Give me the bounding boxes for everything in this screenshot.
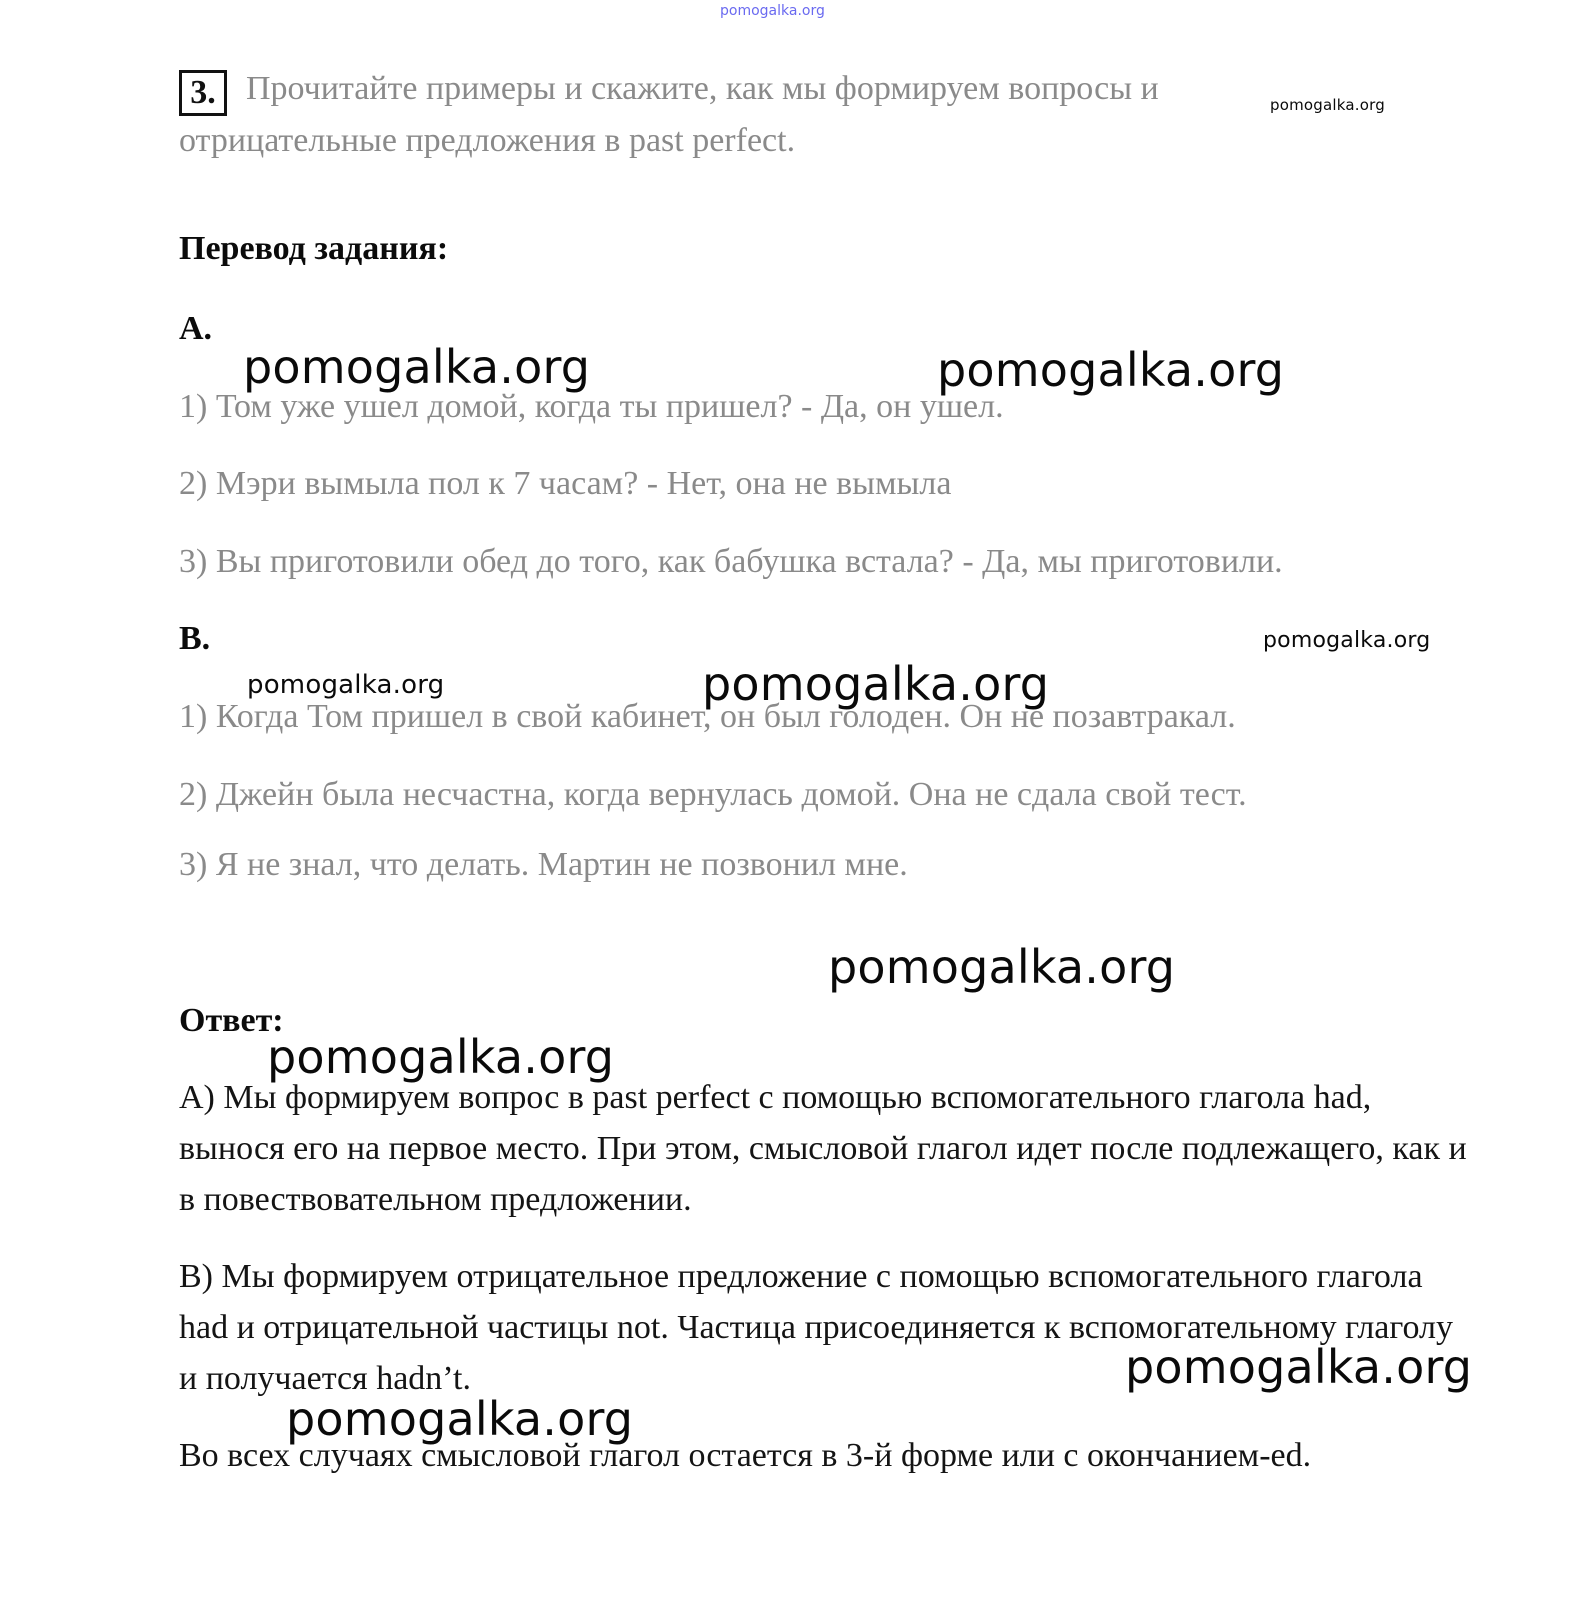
answer-paragraph-a: A) Мы формируем вопрос в past perfect с помощью вспомогательного глагола had, вынося его на первое место. При этом, смысловой глагол идет после подлежащего, как и в повествовательном предложении. [179, 1079, 1467, 1218]
answer-paragraph-c: Во всех случаях смысловой глагол остается в 3-й форме или с окончанием-ed. [179, 1437, 1312, 1474]
task-prompt-line2: отрицательные предложения в past perfect. [179, 122, 796, 159]
section-a-label: A. [179, 310, 213, 347]
watermark-large-7: pomogalka.org [286, 1392, 634, 1446]
watermark-large-2: pomogalka.org [937, 343, 1285, 397]
section-b-item-2: 2) Джейн была несчастна, когда вернулась домой. Она не сдала свой тест. [179, 776, 1247, 813]
section-b-item-1: 1) Когда Том пришел в свой кабинет, он был голоден. Он не позавтракал. [179, 698, 1236, 735]
watermark-large-3: pomogalka.org [702, 657, 1050, 711]
watermark-large-1: pomogalka.org [243, 340, 591, 394]
task-number: 3. [179, 70, 227, 116]
watermark-large-6: pomogalka.org [1125, 1340, 1473, 1394]
answer-heading: Ответ: [179, 1002, 284, 1039]
section-a-item-1: 1) Том уже ушел домой, когда ты пришел? - Да, он ушел. [179, 388, 1004, 425]
answer-paragraph-b: B) Мы формируем отрицательное предложение с помощью вспомогательного глагола had и отрицательной частицы not. Частица присоединяется к вспомогательному глаголу и получается hadn’t. [179, 1258, 1453, 1397]
section-a-item-2: 2) Мэри вымыла пол к 7 часам? - Нет, она не вымыла [179, 465, 952, 502]
watermark-small-1: pomogalka.org [1270, 96, 1385, 114]
translation-heading: Перевод задания: [179, 230, 449, 267]
task-header [179, 70, 227, 116]
header-site-link[interactable]: pomogalka.org [720, 3, 825, 19]
watermark-large-5: pomogalka.org [267, 1030, 615, 1084]
section-b-label: B. [179, 620, 211, 657]
watermark-large-4: pomogalka.org [828, 940, 1176, 994]
watermark-medium-1: pomogalka.org [247, 670, 445, 700]
watermark-small-2: pomogalka.org [1263, 628, 1431, 653]
section-a-item-3: 3) Вы приготовили обед до того, как бабушка встала? - Да, мы приготовили. [179, 543, 1283, 580]
section-b-item-3: 3) Я не знал, что делать. Мартин не позвонил мне. [179, 846, 908, 883]
task-prompt-line1: Прочитайте примеры и скажите, как мы формируем вопросы и [246, 70, 1159, 107]
